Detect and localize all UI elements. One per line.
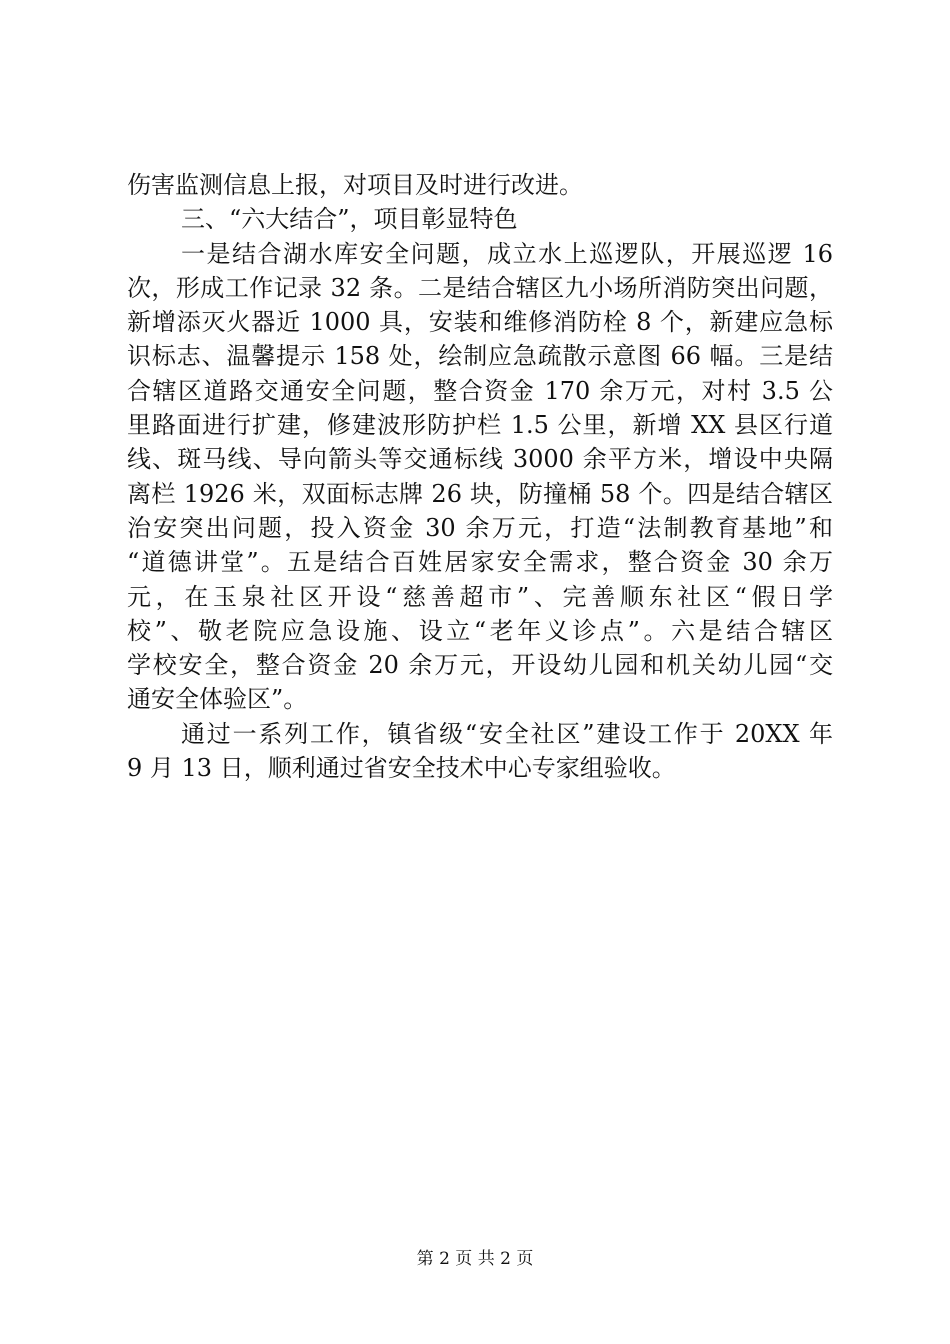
- text-line: 次，形成工作记录 32 条。二是结合辖区九小场所消防突出问题，: [127, 273, 833, 302]
- text-line: 学校安全，整合资金 20 余万元，开设幼儿园和机关幼儿园“交: [127, 651, 833, 680]
- page-footer: 第 2 页 共 2 页: [416, 1249, 534, 1269]
- text-line: 治安突出问题，投入资金 30 余万元，打造“法制教育基地”和: [127, 513, 833, 542]
- text-line: 9 月 13 日，顺利通过省安全技术中心专家组验收。: [127, 754, 676, 783]
- text-line: 校”、敬老院应急设施、设立“老年义诊点”。六是结合辖区: [127, 616, 833, 645]
- text-line: 离栏 1926 米，双面标志牌 26 块，防撞桶 58 个。四是结合辖区: [127, 479, 833, 508]
- text-line: 伤害监测信息上报，对项目及时进行改进。: [127, 171, 583, 199]
- text-line: 元，在玉泉社区开设“慈善超市”、完善顺东社区“假日学: [127, 582, 833, 611]
- text-line: 合辖区道路交通安全问题，整合资金 170 余万元，对村 3.5 公: [127, 376, 833, 405]
- text-line: 里路面进行扩建，修建波形防护栏 1.5 公里，新增 XX 县区行道: [127, 411, 833, 440]
- section-heading: 三、“六大结合”，项目彰显特色: [181, 205, 518, 234]
- text-line: 识标志、温馨提示 158 处，绘制应急疏散示意图 66 幅。三是结: [127, 342, 833, 371]
- text-line: 通过一系列工作，镇省级“安全社区”建设工作于 20XX 年: [181, 719, 833, 748]
- body-text: [127, 168, 833, 785]
- text-line: “道德讲堂”。五是结合百姓居家安全需求，整合资金 30 余万: [127, 548, 833, 577]
- text-line: 通安全体验区”。: [127, 685, 308, 714]
- text-line: 线、斑马线、导向箭头等交通标线 3000 余平方米，增设中央隔: [127, 445, 833, 474]
- text-line: 一是结合湖水库安全问题，成立水上巡逻队，开展巡逻 16: [181, 239, 833, 268]
- text-line: 新增添灭火器近 1000 具，安装和维修消防栓 8 个，新建应急标: [127, 308, 833, 337]
